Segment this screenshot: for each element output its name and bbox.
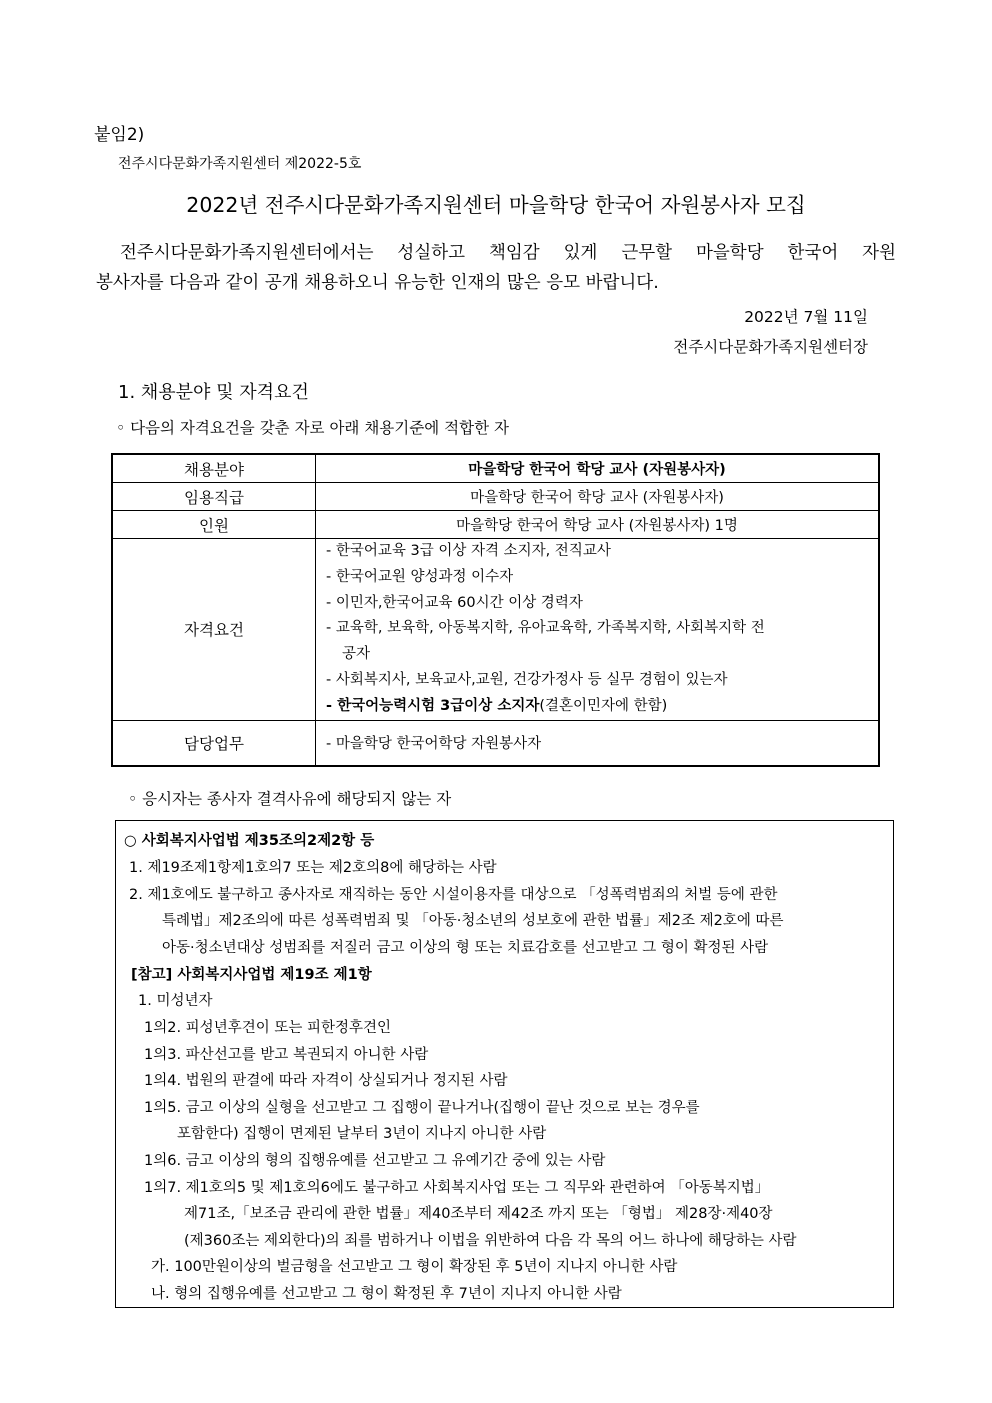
- box-line: 1의3. 파산선고를 받고 복권되지 아니한 사람: [144, 1047, 429, 1063]
- document-number: 전주시다문화가족지원센터 제2022-5호: [118, 156, 362, 172]
- field-label: 채용분야: [112, 454, 316, 483]
- duty-label: 담당업무: [112, 720, 316, 766]
- field-value: 마을학당 한국어 학당 교사 (자원봉사자): [316, 454, 880, 483]
- box-line: 1의4. 법원의 판결에 따라 자격이 상실되거나 정지된 사람: [144, 1073, 508, 1089]
- section-1-bullet: ◦ 다음의 자격요건을 갖춘 자로 아래 채용기준에 적합한 자: [116, 419, 509, 437]
- disqualification-bullet: ◦ 응시자는 종사자 결격사유에 해당되지 않는 자: [128, 790, 452, 808]
- qualification-bold: - 한국어능력시험 3급이상 소지자: [326, 697, 540, 714]
- page-title: 2022년 전주시다문화가족지원센터 마을학당 한국어 자원봉사자 모집: [186, 193, 806, 217]
- organization-signature: 전주시다문화가족지원센터장: [673, 338, 868, 356]
- qualification-item-continued: 공자: [342, 646, 371, 663]
- requirements-table: [111, 453, 880, 767]
- box-line: 가. 100만원이상의 벌금형을 선고받고 그 형이 확장된 후 5년이 지나지 아니한 사람: [151, 1259, 678, 1275]
- table-row: [112, 539, 879, 721]
- qualification-item: - 사회복지사, 보육교사,교원, 건강가정사 등 실무 경험이 있는자: [326, 671, 728, 688]
- box-line: 1. 미성년자: [138, 993, 213, 1009]
- position-value: 마을학당 한국어 학당 교사 (자원봉사자): [316, 483, 880, 511]
- disqualification-box: [115, 820, 894, 1308]
- count-value: 마을학당 한국어 학당 교사 (자원봉사자) 1명: [316, 511, 880, 539]
- box-line: 나. 형의 집행유예를 선고받고 그 형이 확정된 후 7년이 지나지 아니한 사람: [151, 1286, 622, 1302]
- intro-line-1-text: 전주시다문화가족지원센터에서는 성실하고 책임감 있게 근무할 마을학당 한국어 자원: [119, 243, 896, 263]
- table-row: [112, 454, 879, 483]
- box-line: 1의7. 제1호의5 및 제1호의6에도 불구하고 사회복지사업 또는 그 직무와 관련하여 「아동복지법」: [144, 1180, 770, 1196]
- box-line: 1의2. 피성년후견이 또는 피한정후견인: [144, 1020, 391, 1036]
- notice-date: 2022년 7월 11일: [744, 308, 868, 326]
- table-row: [112, 720, 879, 766]
- box-line: 특례법」제2조의에 따른 성폭력범죄 및 「아동·청소년의 성보호에 관한 법률」제2조 제2호에 따른: [162, 913, 784, 929]
- qualification-label: 자격요건: [112, 539, 316, 721]
- qualification-item: - 교육학, 보육학, 아동복지학, 유아교육학, 가족복지학, 사회복지학 전: [326, 620, 765, 637]
- box-heading: ○ 사회복지사업법 제35조의2제2항 등: [124, 833, 375, 849]
- count-label: 인원: [112, 511, 316, 539]
- box-subheading: [참고] 사회복지사업법 제19조 제1항: [131, 967, 372, 983]
- qualification-note: (결혼이민자에 한함): [539, 697, 668, 714]
- qualification-item: - 한국어교원 양성과정 이수자: [326, 568, 514, 585]
- box-line: 1. 제19조제1항제1호의7 또는 제2호의8에 해당하는 사람: [129, 860, 497, 876]
- box-line: 아동·청소년대상 성범죄를 저질러 금고 이상의 형 또는 치료감호를 선고받고 그 형이 확정된 사람: [162, 940, 769, 956]
- table-row: [112, 511, 879, 539]
- qualification-item: - 이민자,한국어교육 60시간 이상 경력자: [326, 594, 583, 611]
- box-line: (제360조는 제외한다)의 죄를 범하거나 이법을 위반하여 다음 각 목의 어느 하나에 해당하는 사람: [184, 1233, 797, 1249]
- table-row: [112, 483, 879, 511]
- section-1-heading: 1. 채용분야 및 자격요건: [118, 382, 309, 403]
- box-line: 1의6. 금고 이상의 형의 집행유예를 선고받고 그 유예기간 중에 있는 사람: [144, 1153, 606, 1169]
- box-line: 2. 제1호에도 불구하고 종사자로 재직하는 동안 시설이용자를 대상으로 「성폭력범죄의 처벌 등에 관한: [129, 887, 778, 903]
- qualification-item: - 한국어교육 3급 이상 자격 소지자, 전직교사: [326, 543, 611, 559]
- intro-line-2: 봉사자를 다음과 같이 공개 채용하오니 유능한 인재의 많은 응모 바랍니다.: [96, 273, 659, 293]
- qualification-list: [316, 539, 880, 721]
- box-line: 제71조,「보조금 관리에 관한 법률」제40조부터 제42조 까지 또는 「형법」 제28장·제40장: [184, 1206, 773, 1222]
- duty-value: - 마을학당 한국어학당 자원봉사자: [316, 720, 880, 766]
- attachment-label: 붙임2): [94, 125, 145, 145]
- qualification-item: [326, 694, 878, 720]
- intro-line-1: [96, 237, 896, 269]
- position-label: 임용직급: [112, 483, 316, 511]
- box-line: 포함한다) 집행이 면제된 날부터 3년이 지나지 아니한 사람: [177, 1126, 547, 1142]
- box-line: 1의5. 금고 이상의 실형을 선고받고 그 집행이 끝나거나(집행이 끝난 것으로 보는 경우를: [144, 1100, 700, 1116]
